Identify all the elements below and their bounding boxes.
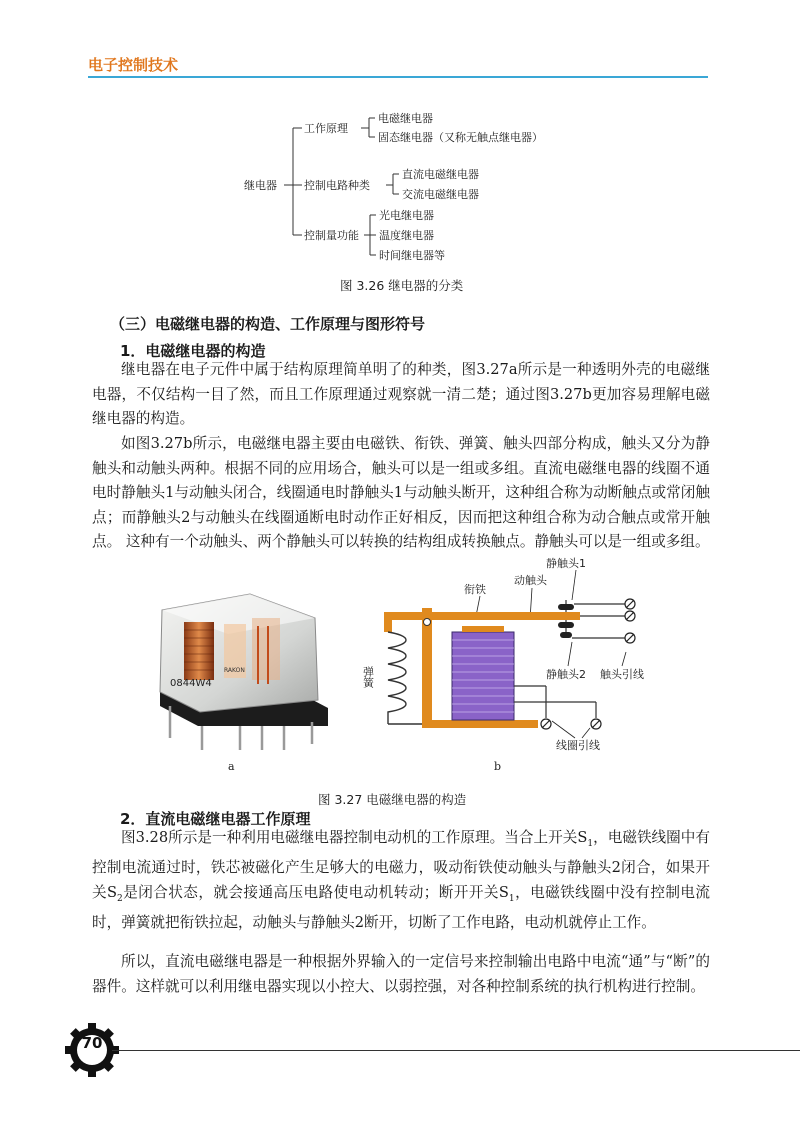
paragraph: 继电器在电子元件中属于结构原理简单明了的种类，图3.27a所示是一种透明外壳的电磁继电器，不仅结构一目了然，而且工作原理通过观察就一清二楚；通过图3.27b更加容易理解电磁继电器的构造。: [92, 361, 710, 427]
tree-root: 继电器: [244, 179, 277, 192]
subsection-heading-2: 2．直流电磁继电器工作原理: [120, 810, 311, 828]
figure-label-a: a: [228, 760, 235, 773]
tree-leaf: 时间继电器等: [379, 249, 445, 262]
section-heading: （三）电磁继电器的构造、工作原理与图形符号: [110, 315, 426, 333]
figure-caption-3-27: 图 3.27 电磁继电器的构造: [318, 792, 467, 807]
figure-label-b: b: [494, 760, 502, 773]
label-static-contact-2: 静触头2: [546, 668, 586, 681]
tree-branch-principle: 工作原理: [304, 122, 348, 135]
figure-caption-3-26: 图 3.26 继电器的分类: [340, 278, 464, 293]
relay-brand-print: RAKON: [224, 667, 245, 674]
paragraph: 图3.28所示是一种利用电磁继电器控制电动机的工作原理。当合上开关$S_1$，电磁铁线圈中有控制电流通过时，铁芯被磁化产生足够大的电磁力，吸动衔铁使动触头与静触头2闭合，如果开关$S_2$是闭合状态，就会接通高压电路使电动机转动；断开开关$S_1$，电磁铁线圈中没有控制电流时，弹簧就把衔铁拉起，动触头与静触头2断开，切断了工作电路，电动机就停止工作。: [92, 829, 711, 932]
tree-leaf: 直流电磁继电器: [402, 168, 479, 181]
label-armature: 衔铁: [464, 583, 486, 596]
tree-branch-circuit: 控制电路种类: [304, 179, 370, 192]
header-rule: [88, 76, 708, 78]
subsection-heading-1: 1．电磁继电器的构造: [120, 342, 266, 360]
footer-rule: [112, 1050, 800, 1051]
tree-leaf: 固态继电器（又称无触点继电器）: [378, 131, 543, 144]
running-header: 电子控制技术: [88, 56, 179, 74]
label-spring: [362, 665, 375, 689]
paragraph: 所以，直流电磁继电器是一种根据外界输入的一定信号来控制输出电路中电流“通”与“断”的器件。这样就可以利用继电器实现以小控大、以弱控强，对各种控制系统的执行机构进行控制。: [92, 953, 710, 995]
label-contact-lead: 触头引线: [600, 668, 644, 681]
tree-branch-function: 控制量功能: [304, 229, 359, 242]
label-coil-lead: 线圈引线: [556, 739, 600, 752]
tree-leaf: 温度继电器: [379, 229, 434, 242]
svg-text:弹簧: 弹簧: [361, 666, 375, 688]
page-number: 70: [81, 1034, 103, 1052]
relay-model-print: 0844W4: [170, 678, 212, 689]
label-moving-contact: 动触头: [514, 574, 547, 587]
relay-photo: [140, 588, 340, 758]
label-static-contact-1: 静触头1: [546, 557, 586, 570]
relay-construction-diagram: [360, 556, 680, 756]
tree-leaf: 电磁继电器: [378, 112, 433, 125]
tree-leaf: 交流电磁继电器: [402, 188, 479, 201]
paragraph: 如图3.27b所示，电磁继电器主要由电磁铁、衔铁、弹簧、触头四部分构成，触头又分为静触头和动触头两种。根据不同的应用场合，触头可以是一组或多组。直流电磁继电器的线圈不通电时静触头1与动触头闭合，线圈通电时静触头1与动触头断开，这种组合称为动断触点或常闭触点；而静触头2与动触头在线圈通断电时动作正好相反，因而把这种组合称为动合触点或常开触点。 这种有一个动触头、两个静触头可以转换的结构组成转换触点。静触头可以是一组或多组。: [92, 435, 710, 550]
tree-leaf: 光电继电器: [379, 209, 434, 222]
